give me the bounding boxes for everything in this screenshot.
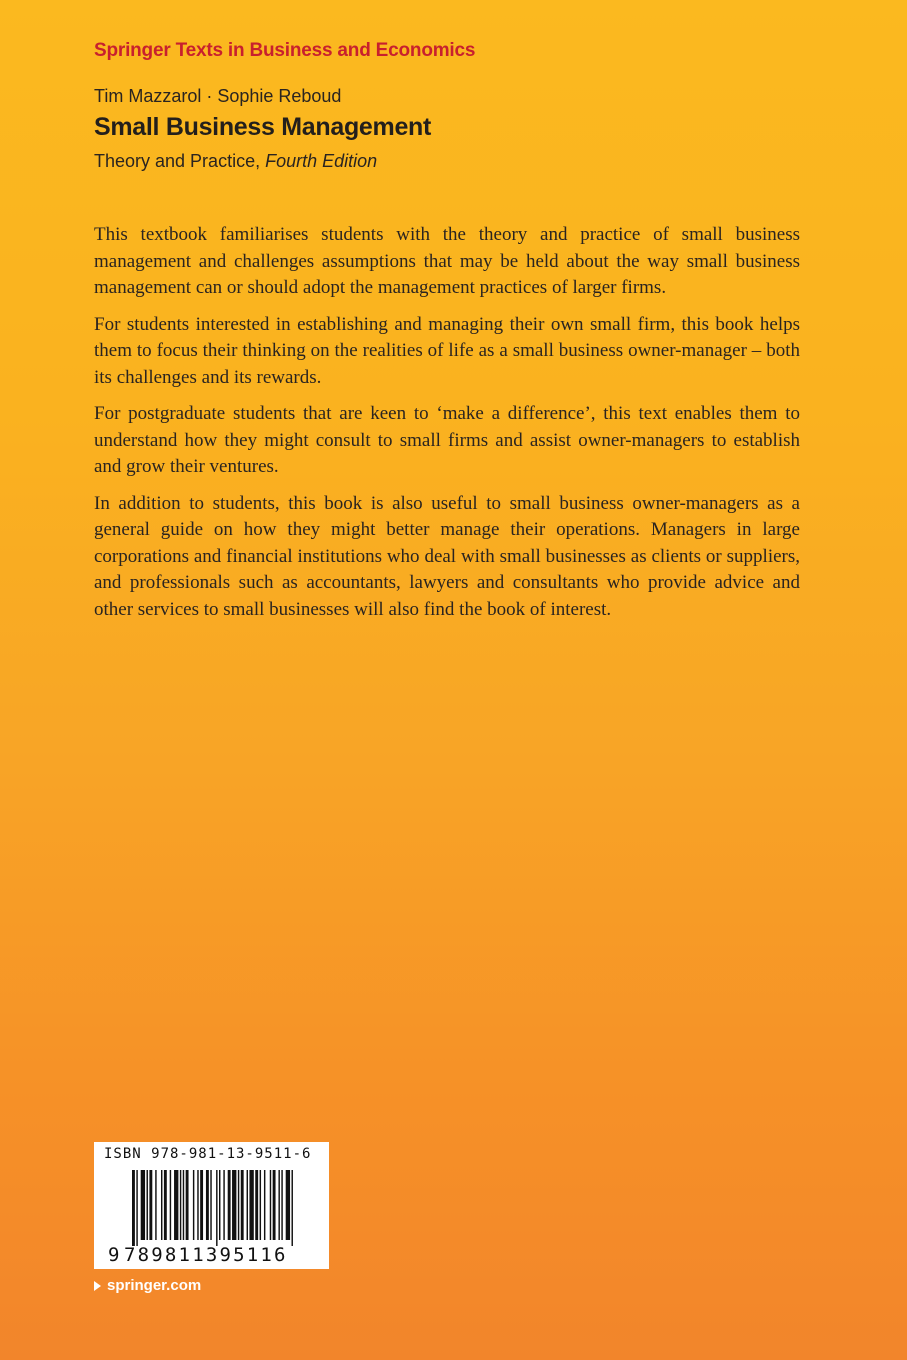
book-subtitle — [94, 151, 377, 172]
publisher-link[interactable] — [94, 1277, 201, 1294]
blurb-paragraph: For postgraduate students that are keen to ‘make a difference’, this text enables them to understand how they might consult to small firms and assist owner-managers to establish and grow their ventures. — [94, 403, 800, 477]
blurb-paragraph: In addition to students, this book is also useful to small business owner-managers as a general guide on how they might better manage their operations. Managers in large corporations and financial institutions who deal with small businesses as clients or suppliers, and professionals such as accountants, lawyers and consultants who provide advice and other services to small businesses will also find the book of interest. — [94, 492, 800, 620]
barcode-first-digit: 9 — [108, 1244, 120, 1266]
subtitle-main: Theory and Practice, — [94, 151, 266, 171]
blurb-paragraph: For students interested in establishing and managing their own small firm, this book helps them to focus their thinking on the realities of life as a small business owner-manager – both its challenges and its rewards. — [94, 313, 800, 388]
blurb-paragraph: This textbook familiarises students with the theory and practice of small business management and challenges assumptions that may be held about the way small business management can or should adopt the management practices of larger firms. — [94, 224, 800, 298]
edition-label: Fourth Edition — [265, 151, 378, 171]
blurb — [94, 222, 800, 633]
authors: Tim Mazzarol · Sophie Reboud — [94, 86, 342, 106]
barcode-digits: 789811395116 — [124, 1244, 288, 1266]
publisher-link-text: springer.com — [107, 1277, 202, 1294]
isbn-barcode-box — [94, 1142, 329, 1269]
arrow-right-icon — [94, 1281, 101, 1291]
book-title: Small Business Management — [94, 113, 432, 141]
series-title: Springer Texts in Business and Economics — [94, 40, 476, 61]
isbn-label: ISBN 978-981-13-9511-6 — [104, 1146, 312, 1162]
